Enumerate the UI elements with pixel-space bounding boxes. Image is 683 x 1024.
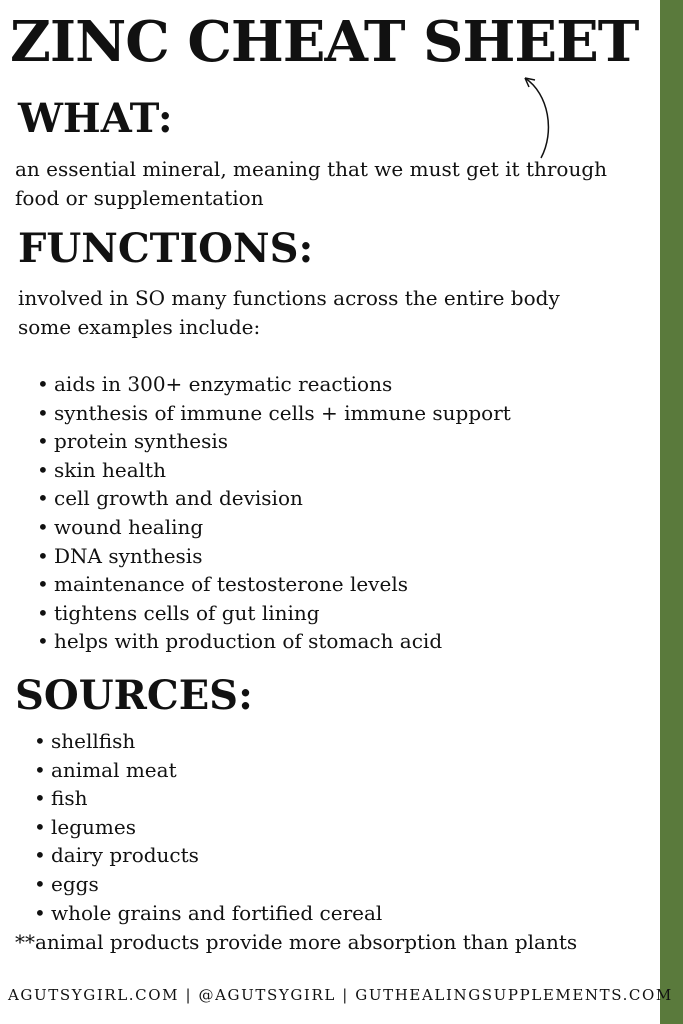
list-item: • aids in 300+ enzymatic reactions (54, 370, 511, 399)
list-item: • cell growth and devision (54, 484, 511, 513)
list-item: • DNA synthesis (54, 542, 511, 571)
list-item: • whole grains and fortified cereal (51, 899, 382, 928)
list-item: • wound healing (54, 513, 511, 542)
functions-heading: FUNCTIONS: (18, 225, 314, 272)
footer-links: AGUTSYGIRL.COM | @AGUTSYGIRL | GUTHEALINGSUPPLEMENTS.COM (8, 986, 673, 1004)
functions-list (34, 370, 511, 656)
page-title: ZINC CHEAT SHEET (10, 9, 639, 75)
absorption-note: **animal products provide more absorption than plants (15, 930, 578, 954)
sources-heading: SOURCES: (15, 672, 253, 719)
list-item: • tightens cells of gut lining (54, 599, 511, 628)
sources-list (31, 727, 382, 927)
curved-arrow-icon (515, 72, 555, 162)
list-item: • eggs (51, 870, 382, 899)
functions-intro-line2: some examples include: (18, 315, 261, 339)
what-text: an essential mineral, meaning that we must get it through food or supplementation (15, 157, 608, 210)
list-item: • maintenance of testosterone levels (54, 570, 511, 599)
list-item: • dairy products (51, 841, 382, 870)
what-heading: WHAT: (18, 95, 173, 142)
list-item: • shellfish (51, 727, 382, 756)
list-item: • legumes (51, 813, 382, 842)
list-item: • skin health (54, 456, 511, 485)
list-item: • protein synthesis (54, 427, 511, 456)
list-item: • animal meat (51, 756, 382, 785)
list-item: • helps with production of stomach acid (54, 627, 511, 656)
functions-intro-line1: involved in SO many functions across the entire body (18, 286, 560, 310)
list-item: • synthesis of immune cells + immune support (54, 399, 511, 428)
list-item: • fish (51, 784, 382, 813)
side-accent-bar (660, 0, 683, 1024)
